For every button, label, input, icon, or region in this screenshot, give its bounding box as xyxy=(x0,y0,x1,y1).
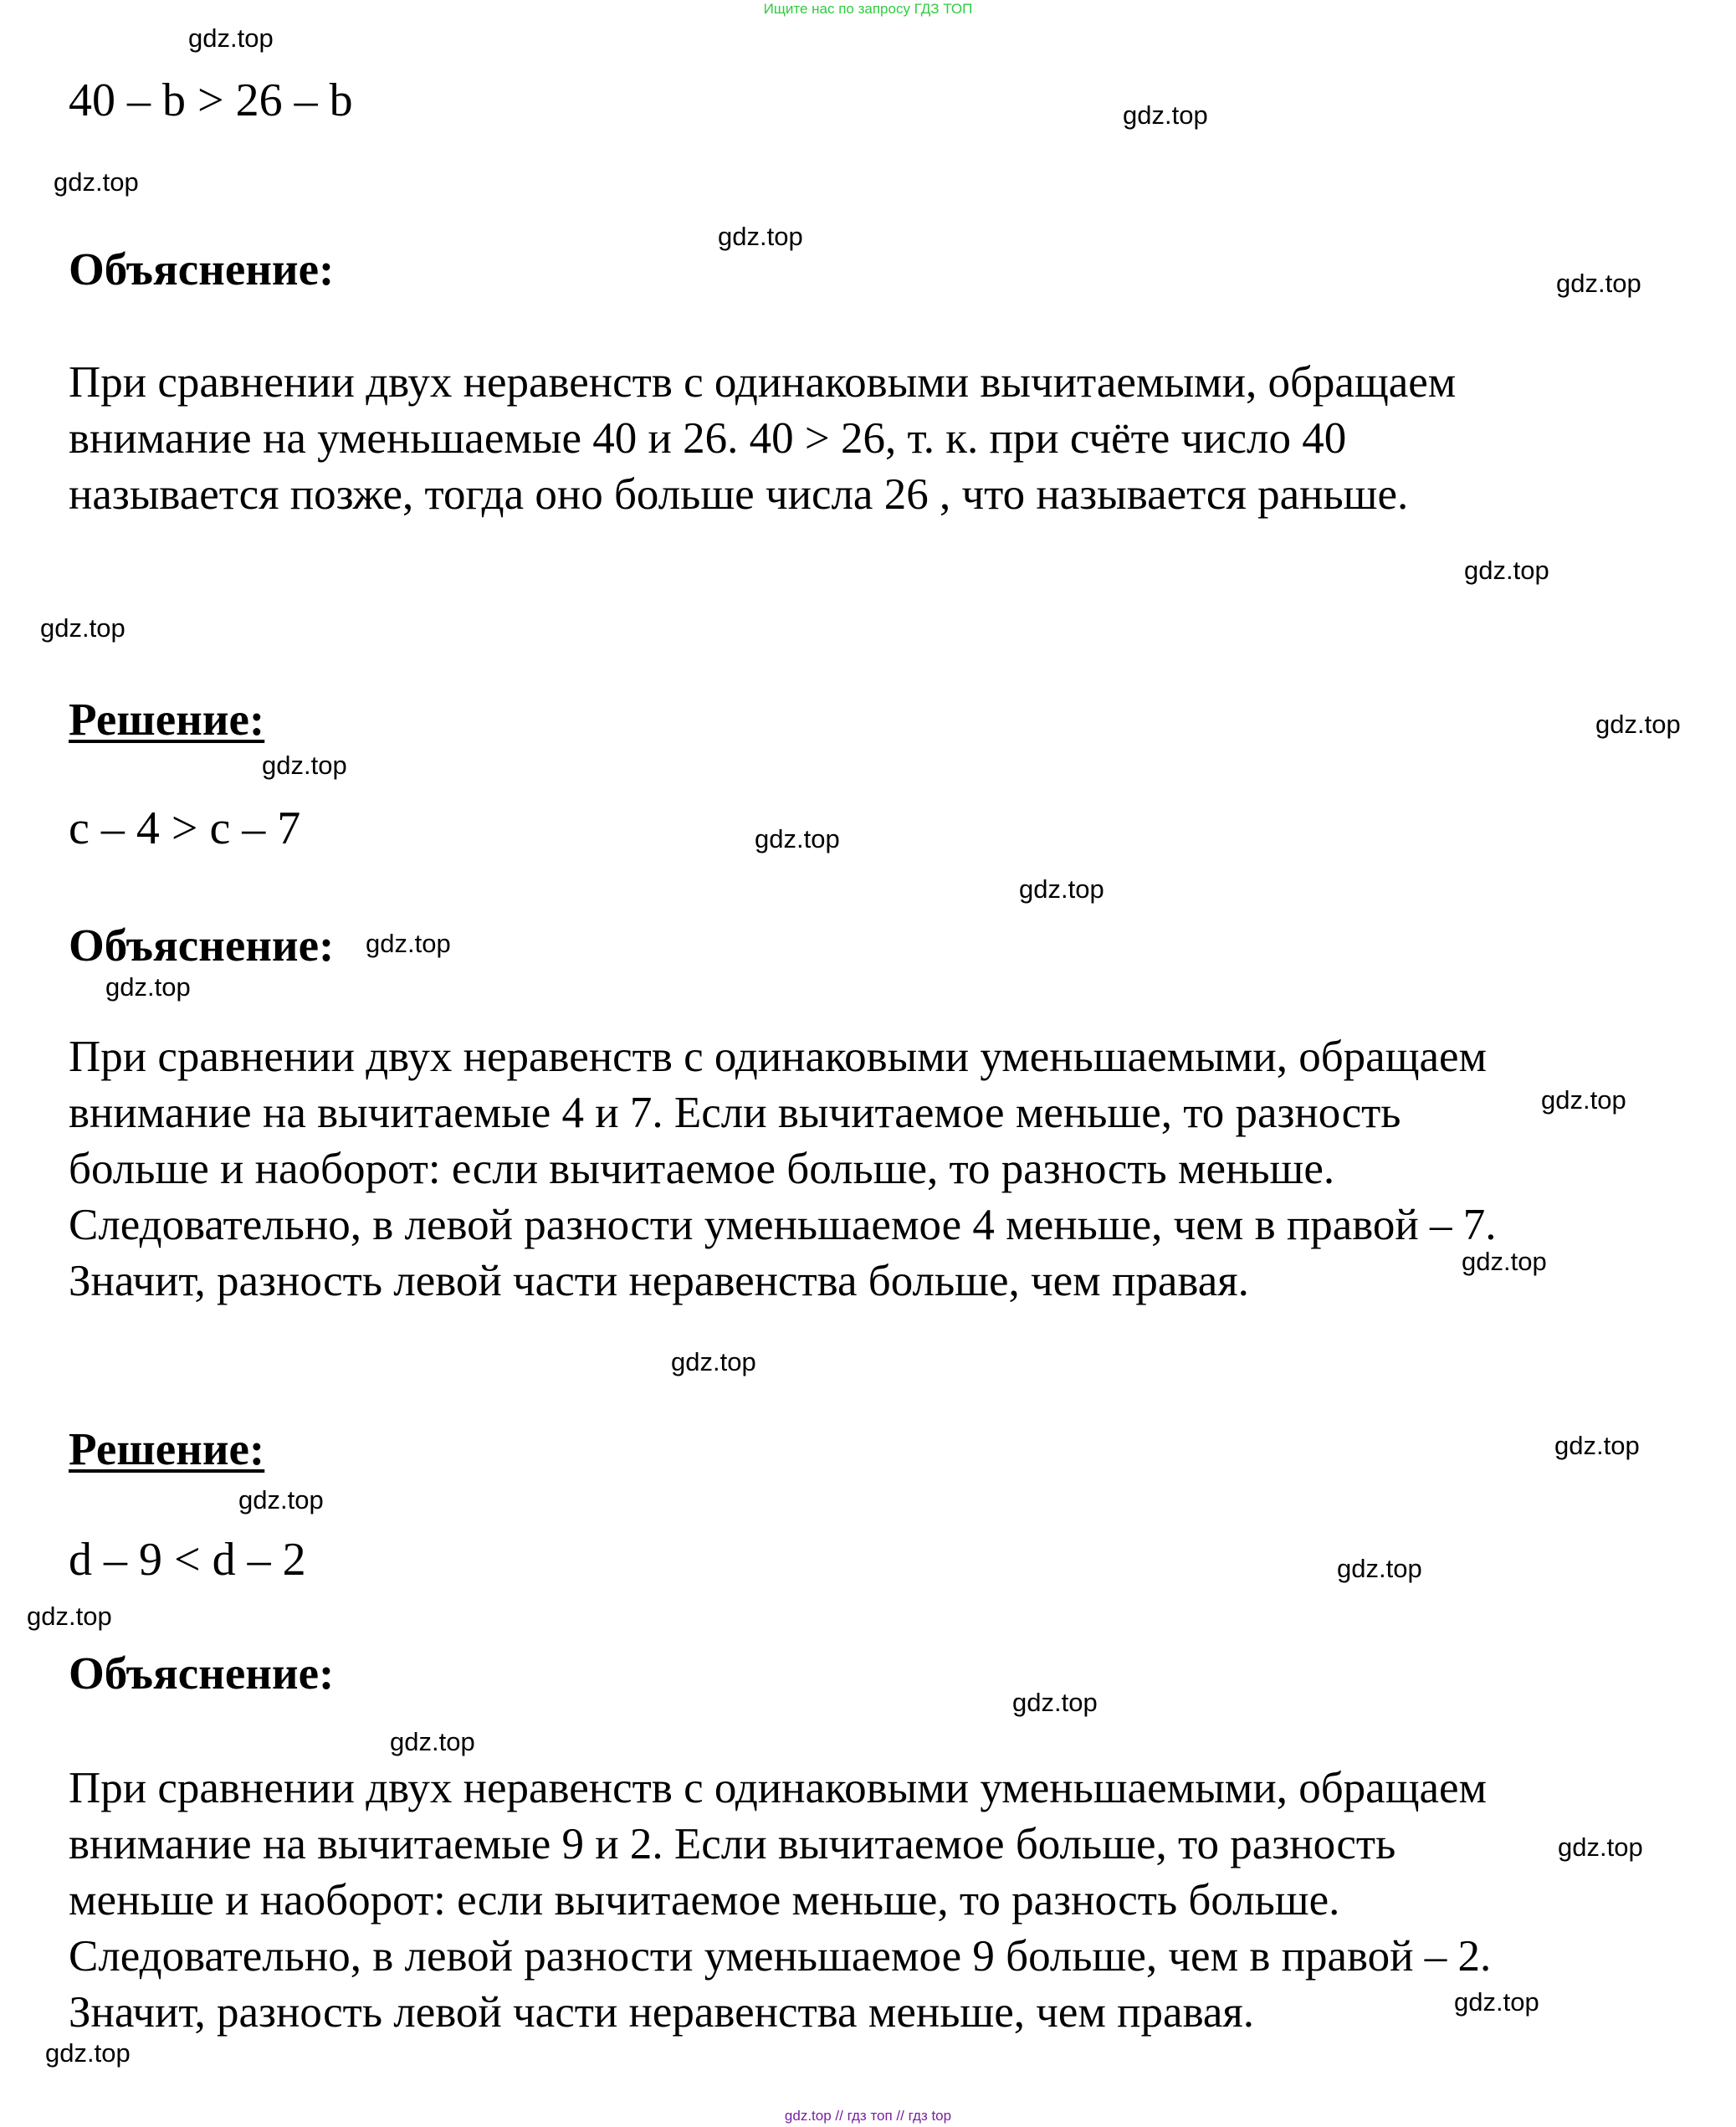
explanation-1-line-2: внимание на уменьшаемые 40 и 26. 40 > 26, т. к. при счёте число 40 xyxy=(69,414,1347,463)
watermark: gdz.top xyxy=(1019,874,1104,904)
watermark: gdz.top xyxy=(1123,100,1208,130)
explanation-2-line-4: Следовательно, в левой разности уменьшаемое 4 меньше, чем в правой – 7. xyxy=(69,1201,1497,1249)
explanation-3-line-5: Значит, разность левой части неравенства меньше, чем правая. xyxy=(69,1988,1255,2037)
formula-2: c – 4 > c – 7 xyxy=(69,802,301,854)
solution-heading-3: Решение: xyxy=(69,1423,265,1474)
watermark: gdz.top xyxy=(1595,710,1681,739)
watermark: gdz.top xyxy=(54,167,139,197)
watermark: gdz.top xyxy=(262,751,347,780)
explanation-2-line-2: внимание на вычитаемые 4 и 7. Если вычитаемое меньше, то разность xyxy=(69,1089,1401,1137)
watermark: gdz.top xyxy=(1556,269,1641,298)
watermark: gdz.top xyxy=(1454,1987,1539,2017)
explanation-1-line-3: называется позже, тогда оно больше числа 26 , что называется раньше. xyxy=(69,470,1409,519)
explanation-2-line-5: Значит, разность левой части неравенства больше, чем правая. xyxy=(69,1257,1249,1305)
watermark: gdz.top xyxy=(40,613,125,643)
explanation-2-line-1: При сравнении двух неравенств с одинаковыми уменьшаемыми, обращаем xyxy=(69,1033,1488,1081)
bottom-footer: gdz.top // гдз топ // гдз top xyxy=(784,2108,952,2124)
watermark: gdz.top xyxy=(390,1727,475,1756)
watermark: gdz.top xyxy=(1558,1832,1643,1862)
watermark: gdz.top xyxy=(238,1485,324,1515)
watermark: gdz.top xyxy=(105,972,191,1002)
explanation-heading-3: Объяснение: xyxy=(69,1648,335,1699)
watermark: gdz.top xyxy=(718,222,803,251)
explanation-1-line-1: При сравнении двух неравенств с одинаковыми вычитаемыми, обращаем xyxy=(69,358,1457,407)
explanation-heading-1: Объяснение: xyxy=(69,243,335,295)
watermark: gdz.top xyxy=(755,824,840,853)
explanation-2-line-3: больше и наоборот: если вычитаемое больше, то разность меньше. xyxy=(69,1145,1335,1193)
watermark: gdz.top xyxy=(1012,1688,1098,1717)
explanation-text-1 xyxy=(69,355,1708,523)
watermark: gdz.top xyxy=(27,1602,112,1631)
explanation-3-line-2: внимание на вычитаемые 9 и 2. Если вычитаемое больше, то разность xyxy=(69,1820,1396,1868)
watermark: gdz.top xyxy=(1554,1431,1640,1460)
watermark: gdz.top xyxy=(1462,1247,1547,1276)
top-banner: Ищите нас по запросу ГДЗ ТОП xyxy=(763,1,973,17)
formula-1: 40 – b > 26 – b xyxy=(69,74,353,126)
watermark: gdz.top xyxy=(1464,556,1549,585)
explanation-3-line-1: При сравнении двух неравенств с одинаковыми уменьшаемыми, обращаем xyxy=(69,1764,1488,1812)
watermark: gdz.top xyxy=(1541,1085,1626,1115)
formula-3: d – 9 < d – 2 xyxy=(69,1534,306,1586)
watermark: gdz.top xyxy=(188,23,274,53)
explanation-heading-2: Объяснение: xyxy=(69,920,335,971)
explanation-3-line-3: меньше и наоборот: если вычитаемое меньше, то разность больше. xyxy=(69,1876,1340,1925)
explanation-3-line-4: Следовательно, в левой разности уменьшаемое 9 больше, чем в правой – 2. xyxy=(69,1932,1492,1981)
watermark: gdz.top xyxy=(1337,1554,1422,1583)
solution-heading-2: Решение: xyxy=(69,694,265,745)
watermark: gdz.top xyxy=(45,2038,131,2068)
watermark: gdz.top xyxy=(366,929,451,958)
watermark: gdz.top xyxy=(671,1347,756,1376)
